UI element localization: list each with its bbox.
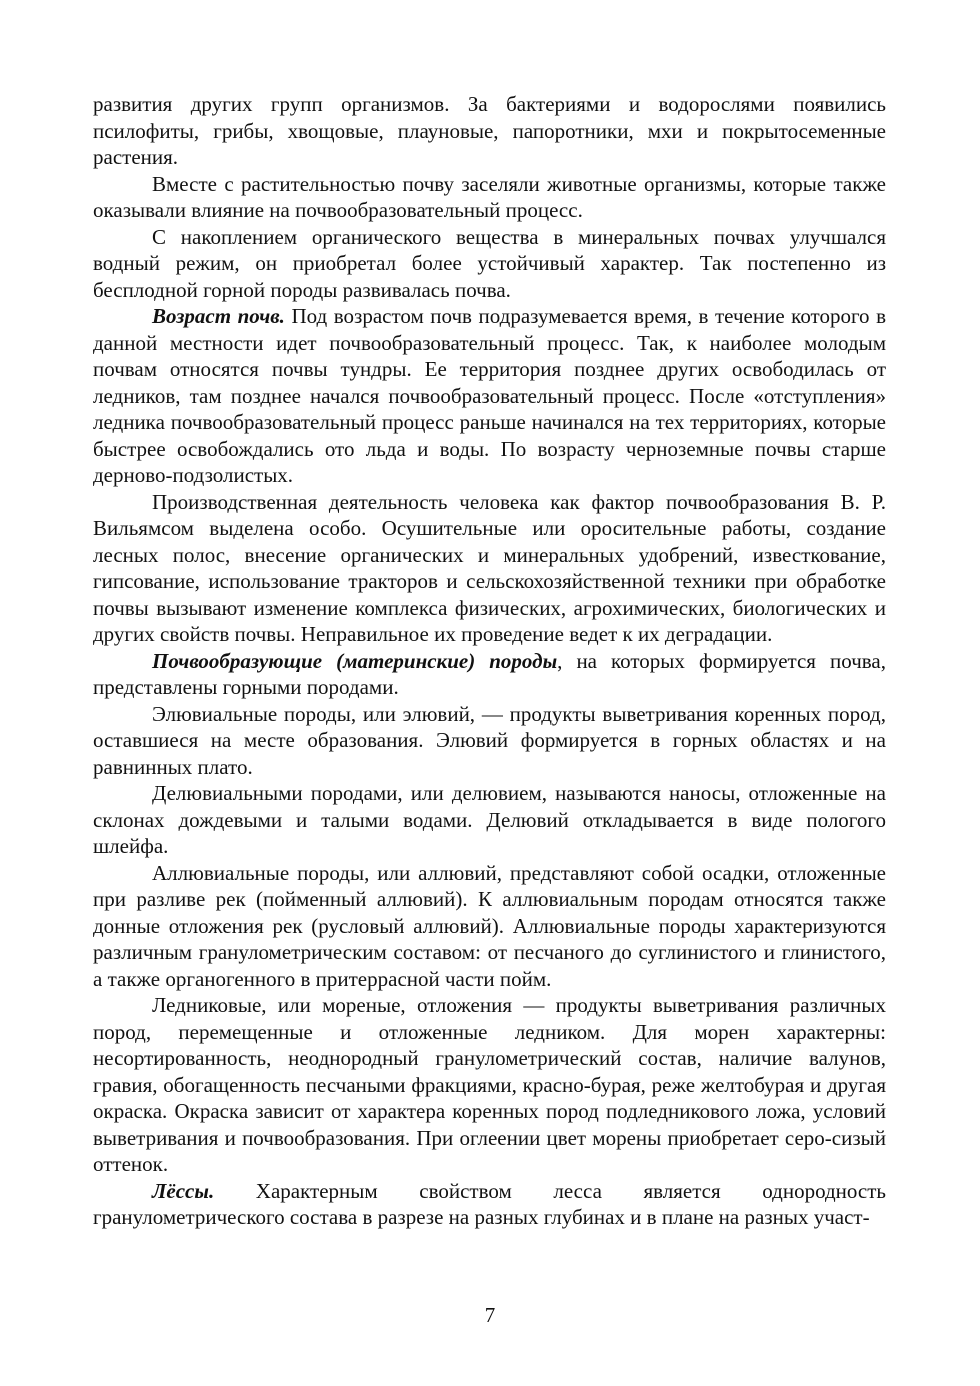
paragraph-deluvium: Делювиальными породами, или делювием, называются наносы, отложенные на склонах дождевыми и талыми водами. Делювий откладывается в виде пологого шлейфа.: [93, 781, 886, 858]
term-soil-age: Возраст почв.: [152, 304, 285, 328]
term-loess: Лёссы.: [152, 1178, 215, 1203]
paragraph-organic-matter: С накоплением органического вещества в минеральных почвах улучшался водный режим, он приобретал более устойчивый характер. Так постепенно из бесплодной горной породы развивалась почва.: [93, 224, 886, 302]
paragraph-parent-rocks: [93, 648, 886, 701]
paragraph-eluvium: Элювиальные породы, или элювий, — продукты выветривания коренных пород, оставшиеся на месте образования. Элювий формируется в горных областях и на равнинных плато.: [93, 701, 886, 779]
paragraph-continuation: развития других групп организмов. За бактериями и водорослями появились псилофиты, грибы, хвощовые, плауновые, папоротники, мхи и покрытосеменные растения.: [93, 92, 886, 169]
page-body: [93, 91, 886, 1231]
term-parent-rocks: Почвообразующие (материнские) породы: [152, 648, 558, 673]
paragraph-human-activity: Производственная деятельность человека как фактор почвообразования В. Р. Вильямсом выделена особо. Осушительные или оросительные работы, создание лесных полос, внесение органических и минеральных удобрений, известкование, гипсование, использование тракторов и сельскохозяйственной техники при обработке почвы вызывают изменение комплекса физических, агрохимических, биологических и других свойств почвы. Неправильное их проведение ведет к их деградации.: [93, 489, 886, 646]
paragraph-loess-text: Характерным свойством лесса является однородность гранулометрического состава в разрезе на разных глубинах и в плане на разных участ-: [93, 1178, 886, 1229]
paragraph-loess: [93, 1178, 886, 1231]
page-number: 7: [484, 1303, 496, 1327]
paragraph-soil-fauna: Вместе с растительностью почву заселяли животные организмы, которые также оказывали влияние на почвообразовательный процесс.: [93, 171, 886, 222]
paragraph-alluvium: Аллювиальные породы, или аллювий, представляют собой осадки, отложенные при разливе рек (пойменный аллювий). К аллювиальным породам относятся также донные отложения рек (русловый аллювий). Аллювиальные породы характеризуются различным гранулометрическим составом: от песчаного до суглинистого и глинистого, а также органогенного в притеррасной части пойм.: [93, 860, 886, 991]
paragraph-soil-age: [93, 303, 886, 489]
paragraph-moraine: Ледниковые, или мореные, отложения — продукты выветривания различных пород, перемещенные и отложенные ледником. Для морен характерны: несортированность, неоднородный гранулометрический состав, наличие валунов, гравия, обогащенность песчаными фракциями, красно-бурая, реже желтобурая и другая окраска. Окраска зависит от характера коренных пород подледникового ложа, условий выветривания и почвообразования. При оглеении цвет морены приобретает серо-сизый оттенок.: [93, 993, 886, 1176]
paragraph-parent-rocks-text: , на которых формируется почва, представлены горными породами.: [93, 648, 886, 699]
paragraph-soil-age-text: Под возрастом почв подразумевается время, в течение которого в данной местности идет почвообразовательный процесс. Так, к наиболее молодым почвам относятся почвы тундры. Ее территория позднее других освободилась от ледников, там позднее начался почвообразовательный процесс. После «отступления» ледника почвообразовательный процесс раньше начинался на тех территориях, которые быстрее освобождались ото льда и воды. По возрасту черноземные почвы старше дерново-подзолистых.: [93, 304, 886, 487]
